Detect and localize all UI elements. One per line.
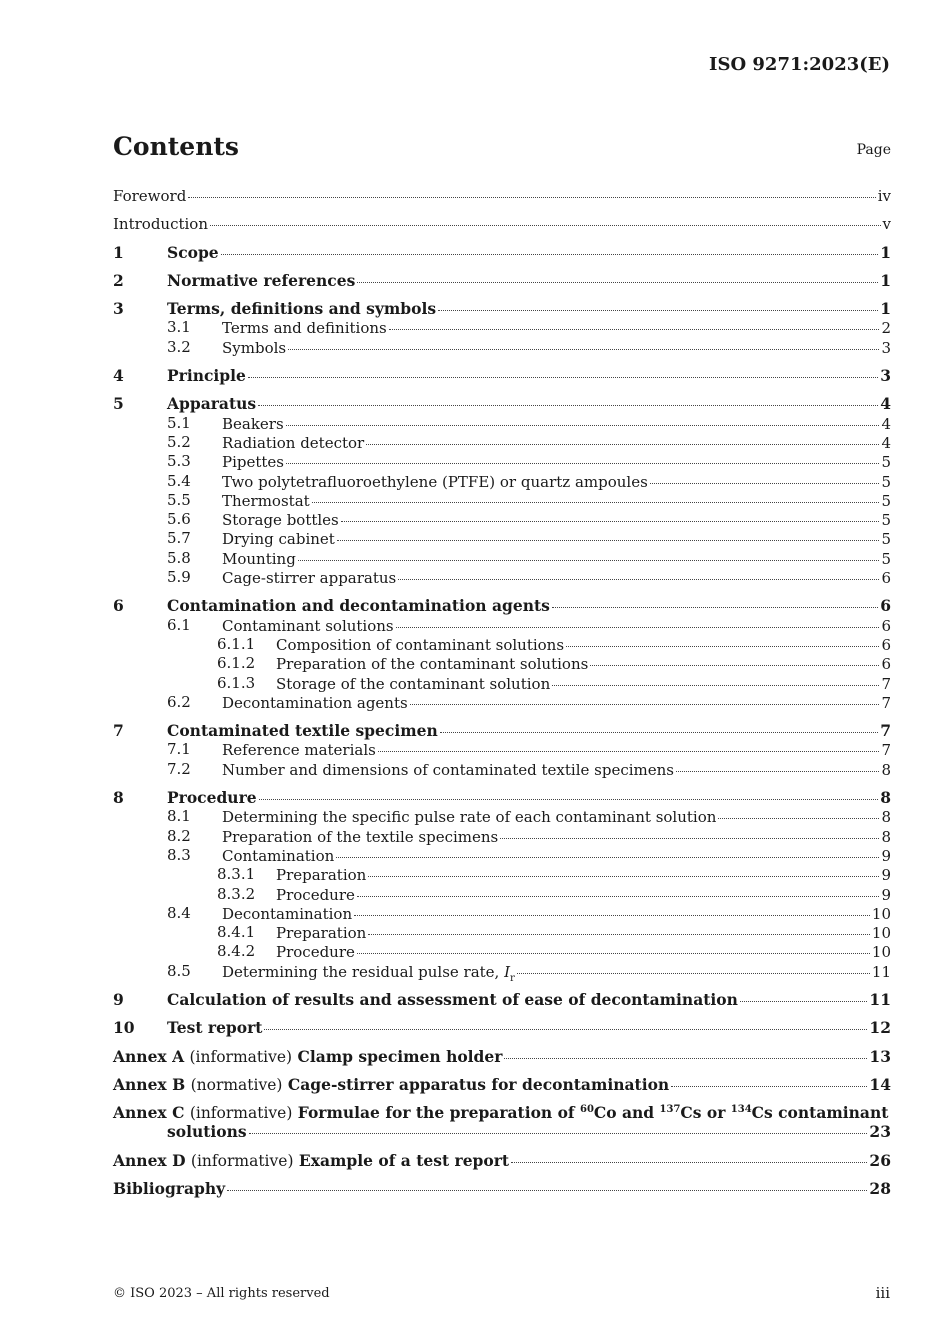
dot-leader [438,296,878,311]
dot-leader [398,565,879,580]
toc-entry-title: Test report [167,1018,263,1038]
toc-entry-number: 1 [113,242,124,262]
toc-entry-title: Cage-stirrer apparatus [222,569,397,588]
annex-title: Example of a test report [298,1150,510,1170]
dot-leader [368,920,870,935]
toc-page-number: v [882,215,891,234]
dot-leader [718,804,879,819]
toc-entry-number: 5.4 [167,471,191,490]
dot-leader [410,690,880,705]
toc-entry[interactable] [113,271,891,290]
toc-entry-number: 6.1.3 [217,673,256,692]
toc-entry-title: Preparation of the textile specimens [222,827,499,846]
footer-page-number: iii [875,1284,890,1302]
toc-entry-annex-a[interactable] [113,1047,891,1066]
toc-page-number: 8 [881,760,891,779]
toc-page-number: 7 [881,674,891,693]
toc-page-number: 5 [881,549,891,568]
dot-leader [336,843,879,858]
dot-leader [248,363,878,378]
dot-leader [221,240,879,255]
annex-title: Cage-stirrer apparatus for decontamination [287,1074,670,1094]
dot-leader [676,757,879,772]
toc-entry-number: 7 [113,721,124,741]
toc-page-number: 23 [869,1122,891,1142]
toc-entry-number: 2 [113,270,124,290]
annex-type: (informative) [189,1104,293,1123]
toc-entry-title: Radiation detector [222,433,365,452]
dot-leader [440,718,878,733]
toc-entry-title: Beakers [222,414,284,433]
toc-entry-number: 6.1.1 [217,634,256,653]
toc-entry-title: Foreword [113,187,187,205]
toc-entry-number: 8.4 [167,903,191,922]
table-of-contents [113,186,891,1198]
toc-entry-number: 5.5 [167,490,191,509]
toc-entry-title: Storage of the contaminant solution [276,674,551,693]
toc-entry-number: 8.3.2 [217,884,256,903]
toc-page-number: 1 [880,299,891,319]
toc-entry[interactable] [113,693,891,712]
toc-entry-title: Symbols [222,338,287,357]
page-title: Contents [113,132,240,161]
toc-entry[interactable] [113,990,891,1009]
toc-entry-title: Contaminated textile specimen [167,721,438,741]
toc-entry-title: Apparatus [167,394,257,414]
toc-page-number: 1 [880,270,891,290]
dot-leader [500,824,879,839]
toc-entry-number: 3 [113,299,124,319]
annex-label: Annex C [113,1103,185,1123]
toc-entry-number: 4 [113,366,124,386]
toc-page-number: 7 [881,693,891,712]
toc-entry-number: 6.1.2 [217,654,256,673]
toc-entry-title: Procedure [276,943,355,962]
toc-entry-number: 6 [113,596,124,616]
toc-entry-title: Decontamination [222,904,353,923]
toc-page-number: 4 [881,414,891,433]
document-id: ISO 9271:2023(E) [709,54,890,75]
dot-leader [378,737,880,752]
toc-page-number: 28 [869,1179,891,1199]
toc-entry-title: Normative references [167,270,356,290]
toc-entry-number: 5.9 [167,568,191,587]
toc-entry-title: Thermostat [222,491,310,510]
toc-page-number: 13 [869,1046,891,1066]
dot-leader [511,1148,867,1163]
annex-label: Annex B [113,1074,186,1094]
toc-entry-number: 8 [113,788,124,808]
toc-entry-title: Bibliography [113,1179,226,1199]
toc-page-number: iv [877,187,891,205]
toc-page-number: 9 [881,866,891,885]
dot-leader [210,211,881,226]
copyright-notice: © ISO 2023 – All rights reserved [113,1286,330,1301]
toc-entry-title: Terms, definitions and symbols [167,299,437,319]
toc-entry-number: 7.2 [167,759,191,778]
toc-entry-title: Preparation [276,866,367,885]
toc-page-number: 6 [881,616,891,635]
dot-leader [286,411,880,426]
toc-entry-number: 5.2 [167,432,191,451]
toc-page-number: 7 [881,741,891,760]
dot-leader [740,987,868,1002]
toc-entry[interactable] [113,243,891,262]
toc-entry-title: Number and dimensions of contaminated textile specimens [222,760,674,779]
dot-leader [286,449,879,464]
toc-entry-title: Contaminant solutions [222,616,394,635]
toc-page-number: 3 [880,366,891,386]
dot-leader [650,469,880,484]
toc-entry-number: 5 [113,394,124,414]
toc-entry-title: Scope [167,242,219,262]
toc-entry-number: 5.8 [167,548,191,567]
toc-entry-number: 8.1 [167,807,191,826]
toc-page-number: 6 [881,655,891,674]
toc-page-number: 14 [869,1074,891,1094]
toc-entry-title: Principle [167,366,246,386]
toc-entry-title: Composition of contaminant solutions [276,635,565,654]
toc-entry-number: 3.2 [167,337,191,356]
toc-page-number: 5 [881,491,891,510]
toc-entry-number: 3.1 [167,318,191,337]
toc-entry-title: Terms and definitions [222,319,387,338]
toc-page-number: 5 [881,472,891,491]
toc-page-number: 4 [880,394,891,414]
toc-entry-number: 8.2 [167,826,191,845]
annex-title: Clamp specimen holder [297,1046,503,1066]
toc-entry-title: Pipettes [222,453,284,472]
dot-leader [249,1119,868,1134]
toc-entry[interactable] [113,961,891,984]
dot-leader [396,613,880,628]
toc-entry-number: 8.5 [167,961,191,980]
toc-page-number: 11 [869,989,891,1009]
annex-title-continued: solutions [167,1122,247,1142]
toc-page-number: 8 [880,788,891,808]
toc-entry-title: Contamination [222,846,335,865]
dot-leader [337,526,880,541]
toc-page-number: 11 [871,962,891,981]
dot-leader [259,785,879,800]
annex-type: (normative) [190,1075,283,1094]
toc-entry-bibliography[interactable] [113,1179,891,1198]
toc-page-number: 6 [880,596,891,616]
toc-entry[interactable] [113,366,891,385]
dot-leader [389,315,880,330]
toc-page-number: 4 [881,433,891,452]
dot-leader [288,335,879,350]
toc-page-number: 9 [881,885,891,904]
dot-leader [552,671,879,686]
toc-entry[interactable] [113,186,891,205]
dot-leader [357,268,878,283]
annex-title: Formulae for the preparation of $^{60}$Co and $^{137}$Cs or $^{134}$Cs contaminant [297,1103,889,1123]
toc-page-number: 5 [881,511,891,530]
toc-entry-number: 8.3.1 [217,865,256,884]
toc-entry-title: Reference materials [222,741,376,760]
toc-entry-annex-b[interactable] [113,1075,891,1094]
toc-entry[interactable] [113,1018,891,1037]
toc-entry[interactable] [113,338,891,357]
toc-entry-number: 8.4.1 [217,923,256,942]
dot-leader [298,546,880,561]
annex-label: Annex D [113,1150,186,1170]
toc-entry-number: 6.1 [167,615,191,634]
toc-entry-title: Preparation [276,924,367,943]
toc-entry-title: Procedure [167,788,257,808]
toc-entry-title: Drying cabinet [222,530,335,549]
toc-entry-number: 10 [113,1018,135,1038]
toc-entry-title: Determining the specific pulse rate of each contaminant solution [222,808,717,827]
toc-entry-annex-d[interactable] [113,1151,891,1170]
dot-leader [354,901,870,916]
toc-page-number: 8 [881,827,891,846]
toc-entry[interactable] [113,214,891,233]
toc-entry-number: 9 [113,989,124,1009]
toc-page-number: 10 [871,943,891,962]
toc-entry-title: Preparation of the contaminant solutions [276,655,589,674]
toc-entries [113,186,891,1038]
toc-entry-number: 5.7 [167,529,191,548]
toc-page-number: 3 [881,338,891,357]
toc-entry-title: Contamination and decontamination agents [167,596,550,616]
toc-page-number: 12 [869,1018,891,1038]
toc-entry-title: Decontamination agents [222,693,408,712]
toc-page-number: 8 [881,808,891,827]
toc-page-number: 6 [881,569,891,588]
dot-leader [504,1044,867,1059]
toc-entry[interactable] [113,568,891,587]
toc-entry-title: Storage bottles [222,511,339,530]
toc-entry-annex-c-continued[interactable] [113,1122,891,1141]
toc-page-number: 6 [881,635,891,654]
dot-leader [227,1176,867,1191]
dot-leader [357,939,870,954]
toc-entry-number: 7.1 [167,740,191,759]
dot-leader [188,183,875,198]
dot-leader [552,593,878,608]
toc-page-number: 7 [880,721,891,741]
annex-type: (informative) [190,1151,294,1170]
dot-leader [312,488,880,503]
toc-entry-title: Determining the residual pulse rate, $I_r$ [222,962,515,984]
toc-entry-number: 6.2 [167,692,191,711]
dot-leader [590,651,879,666]
annex-label: Annex A [113,1046,185,1066]
toc-entry-number: 5.6 [167,510,191,529]
toc-entry-title: Introduction [113,215,208,234]
dot-leader [366,430,879,445]
toc-entry-number: 8.3 [167,845,191,864]
dot-leader [357,882,880,897]
dot-leader [258,391,878,406]
toc-entry-title: Two polytetrafluoroethylene (PTFE) or quartz ampoules [222,472,648,491]
toc-page-number: 10 [871,924,891,943]
dot-leader [264,1015,867,1030]
toc-page-number: 2 [881,319,891,338]
toc-entry-number: 5.3 [167,452,191,471]
toc-entry-title: Mounting [222,549,296,568]
toc-page-number: 5 [881,530,891,549]
toc-entry-title: Procedure [276,885,355,904]
dot-leader [566,632,879,647]
toc-entry-number: 8.4.2 [217,942,256,961]
dot-leader [341,507,880,522]
toc-entry-title: Calculation of results and assessment of ease of decontamination [167,989,738,1009]
dot-leader [368,862,879,877]
toc-page-number: 10 [871,904,891,923]
annex-type: (informative) [189,1047,293,1066]
toc-entry-number: 5.1 [167,413,191,432]
toc-page-number: 26 [869,1150,891,1170]
dot-leader [671,1072,867,1087]
toc-page-number: 9 [881,846,891,865]
page-column-label: Page [856,142,891,158]
toc-entry[interactable] [113,760,891,779]
toc-page-number: 1 [880,242,891,262]
dot-leader [517,959,870,974]
toc-page-number: 5 [881,453,891,472]
